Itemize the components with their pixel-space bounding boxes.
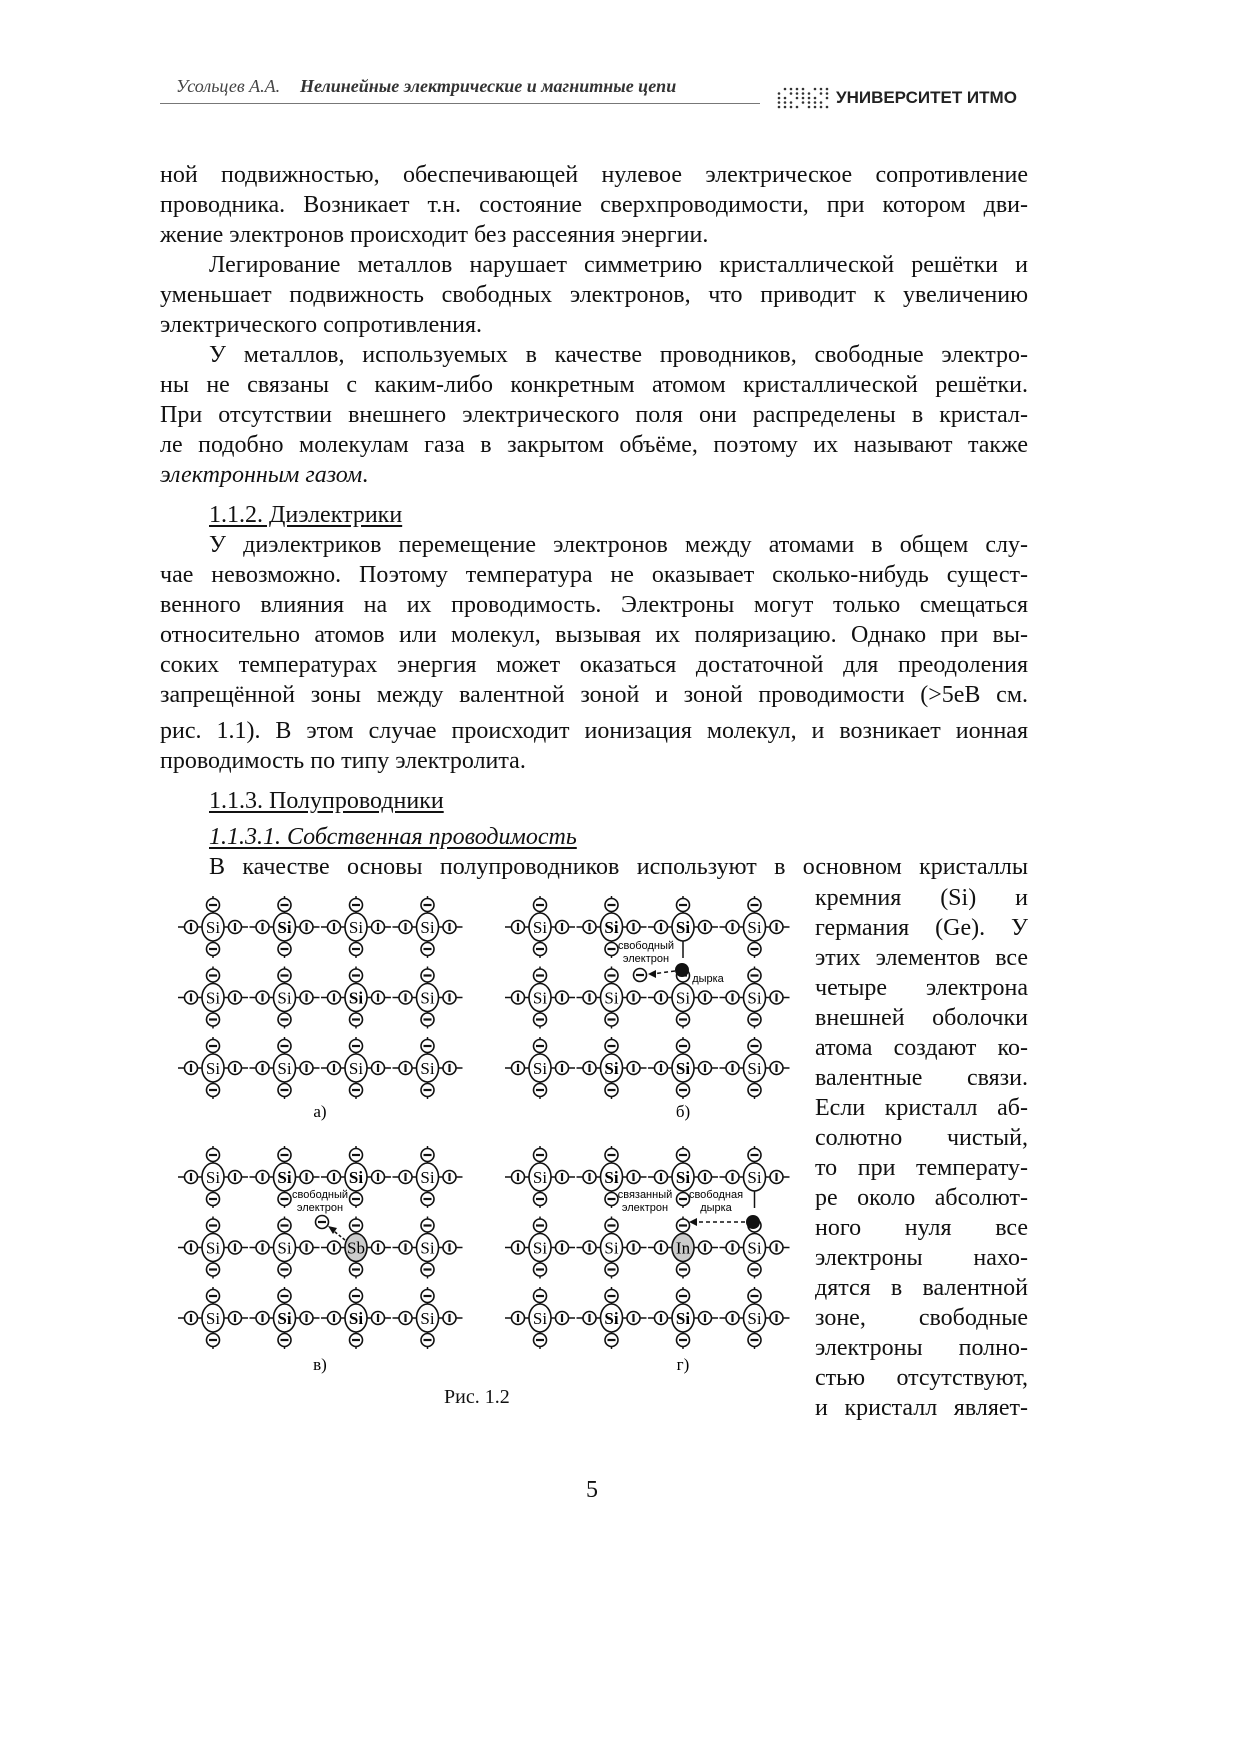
atom-symbol: Sb — [347, 1238, 365, 1258]
atom-symbol: Si — [675, 918, 691, 937]
text-line: этих элементов все — [815, 945, 1028, 971]
section-heading-semiconductors: 1.1.3. Полупроводники — [209, 788, 444, 814]
atom-symbol: Si — [205, 1168, 221, 1187]
panel-label: в) — [313, 1355, 327, 1374]
text-line: стью отсутствуют, — [815, 1365, 1028, 1391]
text-line: ной подвижностью, обеспечивающей нулевое электрическое сопротивление — [160, 162, 1028, 188]
text-line: проводимость по типу электролита. — [160, 748, 526, 774]
atom-symbol: Si — [532, 1238, 548, 1258]
atom-symbol: Si — [205, 918, 221, 937]
panel-label: г) — [676, 1355, 690, 1374]
text-line: При отсутствии внешнего электрического поля они распределены в кристал- — [160, 402, 1028, 428]
italic-term: электронным газом — [160, 462, 363, 488]
lattice-panel-4 — [505, 1146, 790, 1374]
panel-label: б) — [675, 1102, 691, 1121]
text-line: рис. 1.1). В этом случае происходит ионизация молекул, и возникает ионная — [160, 718, 1028, 744]
subsection-heading-intrinsic: 1.1.3.1. Собственная проводимость — [209, 824, 577, 850]
atom-symbol: Si — [747, 918, 762, 937]
figure-label: электрон — [621, 1202, 669, 1214]
text-line: электрического сопротивления. — [160, 312, 483, 338]
atom-symbol: Si — [747, 988, 762, 1008]
atom-symbol: Si — [604, 918, 619, 937]
period: . — [362, 462, 369, 488]
text-line: соких температурах энергия может оказаться достаточной для преодоления — [160, 652, 1028, 678]
atom-symbol: Si — [277, 1059, 292, 1078]
text-line: то при температу- — [815, 1155, 1028, 1181]
text-line: венного влияния на их проводимость. Электроны могут только смещаться — [160, 592, 1028, 618]
text-line: Легирование металлов нарушает симметрию кристаллической решётки и — [209, 252, 1028, 278]
atom-symbol: Si — [420, 1238, 435, 1258]
atom-symbol: Si — [675, 1309, 691, 1328]
lattice-panel-2 — [505, 896, 790, 1121]
atom-symbol: Si — [532, 1309, 548, 1328]
panel-label: а) — [313, 1102, 327, 1121]
text-line: У диэлектриков перемещение электронов между атомами в общем слу- — [209, 532, 1028, 558]
atom-symbol: Si — [420, 1309, 435, 1328]
text-line: ного нуля все — [815, 1215, 1028, 1241]
atom-symbol: Si — [747, 1238, 762, 1258]
text-line: В качестве основы полупроводников используют в основном кристаллы — [209, 854, 1028, 880]
university-logo-text: УНИВЕРСИТЕТ ИТМО — [836, 88, 1017, 107]
text-line: ны не связаны с каким-либо конкретным атомом кристаллической решётки. — [160, 372, 1028, 398]
atom-symbol: Si — [277, 1309, 292, 1328]
figure-caption: Рис. 1.2 — [444, 1386, 510, 1408]
text-line: Если кристалл аб- — [815, 1095, 1028, 1121]
page-number: 5 — [586, 1477, 598, 1503]
hole-icon — [746, 1215, 760, 1229]
atom-symbol: Si — [604, 1309, 619, 1328]
atom-symbol: Si — [205, 1059, 221, 1078]
atom-symbol: Si — [675, 1059, 691, 1078]
atom-symbol: Si — [747, 1168, 762, 1187]
atom-symbol: Si — [277, 1168, 292, 1187]
text-line: кремния (Si) и — [815, 885, 1028, 911]
header-title: Нелинейные электрические и магнитные цепи — [300, 76, 677, 96]
figure-label: дырка — [700, 1202, 732, 1214]
atom-symbol: Si — [420, 988, 435, 1008]
atom-symbol: Si — [604, 988, 619, 1008]
text-line: атома создают ко- — [815, 1035, 1028, 1061]
atom-symbol: Si — [348, 1168, 364, 1187]
figure-label: связанный — [617, 1189, 673, 1201]
header-author: Усольцев А.А. — [176, 76, 281, 96]
atom-symbol: Si — [532, 988, 548, 1008]
hole-icon — [675, 963, 689, 977]
atom-symbol: Si — [277, 988, 292, 1008]
atom-symbol: Si — [604, 1238, 619, 1258]
text-line: У металлов, используемых в качестве проводников, свободные электро- — [209, 342, 1028, 368]
figure-label: свободный — [291, 1189, 349, 1201]
text-line: уменьшает подвижность свободных электронов, что приводит к увеличению — [160, 282, 1028, 308]
text-line: внешней оболочки — [815, 1005, 1028, 1031]
text-line: относительно атомов или молекул, вызывая их поляризацию. Однако при вы- — [160, 622, 1028, 648]
text-line: запрещённой зоны между валентной зоной и зоной проводимости (>5eB см. — [160, 682, 1028, 708]
atom-symbol: Si — [205, 1309, 221, 1328]
figure-label: дырка — [692, 973, 724, 985]
text-line: солютно чистый, — [815, 1125, 1028, 1151]
atom-symbol: Si — [532, 918, 548, 937]
text-line: ле подобно молекулам газа в закрытом объёме, поэтому их называют также — [160, 432, 1028, 458]
atom-symbol: In — [675, 1238, 691, 1258]
atom-symbol: Si — [675, 988, 691, 1008]
atom-symbol: Si — [277, 1238, 292, 1258]
text-line: зоне, свободные — [815, 1305, 1028, 1331]
figure-label: свободный — [617, 940, 675, 952]
atom-symbol: Si — [675, 1168, 691, 1187]
text-line: германия (Ge). У — [815, 915, 1028, 941]
text-line: проводника. Возникает т.н. состояние сверхпроводимости, при котором дви- — [160, 192, 1028, 218]
figure-label: электрон — [622, 953, 670, 965]
atom-symbol: Si — [348, 988, 364, 1008]
atom-symbol: Si — [420, 1168, 435, 1187]
atom-symbol: Si — [604, 1168, 619, 1187]
text-line: валентные связи. — [815, 1065, 1028, 1091]
atom-symbol: Si — [348, 1309, 364, 1328]
atom-symbol: Si — [348, 918, 364, 937]
atom-symbol: Si — [747, 1309, 762, 1328]
atom-symbol: Si — [205, 1238, 221, 1258]
section-heading-dielectrics: 1.1.2. Диэлектрики — [209, 502, 403, 528]
atom-symbol: Si — [604, 1059, 619, 1078]
atom-symbol: Si — [747, 1059, 762, 1078]
text-line: четыре электрона — [815, 975, 1028, 1001]
atom-symbol: Si — [420, 1059, 435, 1078]
text-line: ре около абсолют- — [815, 1185, 1028, 1211]
figure-label: свободная — [688, 1189, 744, 1201]
text-line: и кристалл являет- — [815, 1395, 1028, 1421]
text-line: дятся в валентной — [815, 1275, 1028, 1301]
atom-symbol: Si — [277, 918, 292, 937]
atom-symbol: Si — [532, 1168, 548, 1187]
text-line: чае невозможно. Поэтому температура не оказывает сколько-нибудь сущест- — [160, 562, 1028, 588]
text-line: электроны полно- — [815, 1335, 1028, 1361]
atom-symbol: Si — [205, 988, 221, 1008]
lattice-panel-1 — [178, 896, 463, 1121]
atom-symbol: Si — [348, 1059, 364, 1078]
text-line: электроны нахо- — [815, 1245, 1028, 1271]
text-line: жение электронов происходит без рассеяния энергии. — [160, 222, 709, 248]
lattice-panel-3 — [178, 1146, 463, 1374]
atom-symbol: Si — [420, 918, 435, 937]
figure-label: электрон — [296, 1202, 344, 1214]
atom-symbol: Si — [532, 1059, 548, 1078]
arrow-head — [648, 970, 656, 978]
